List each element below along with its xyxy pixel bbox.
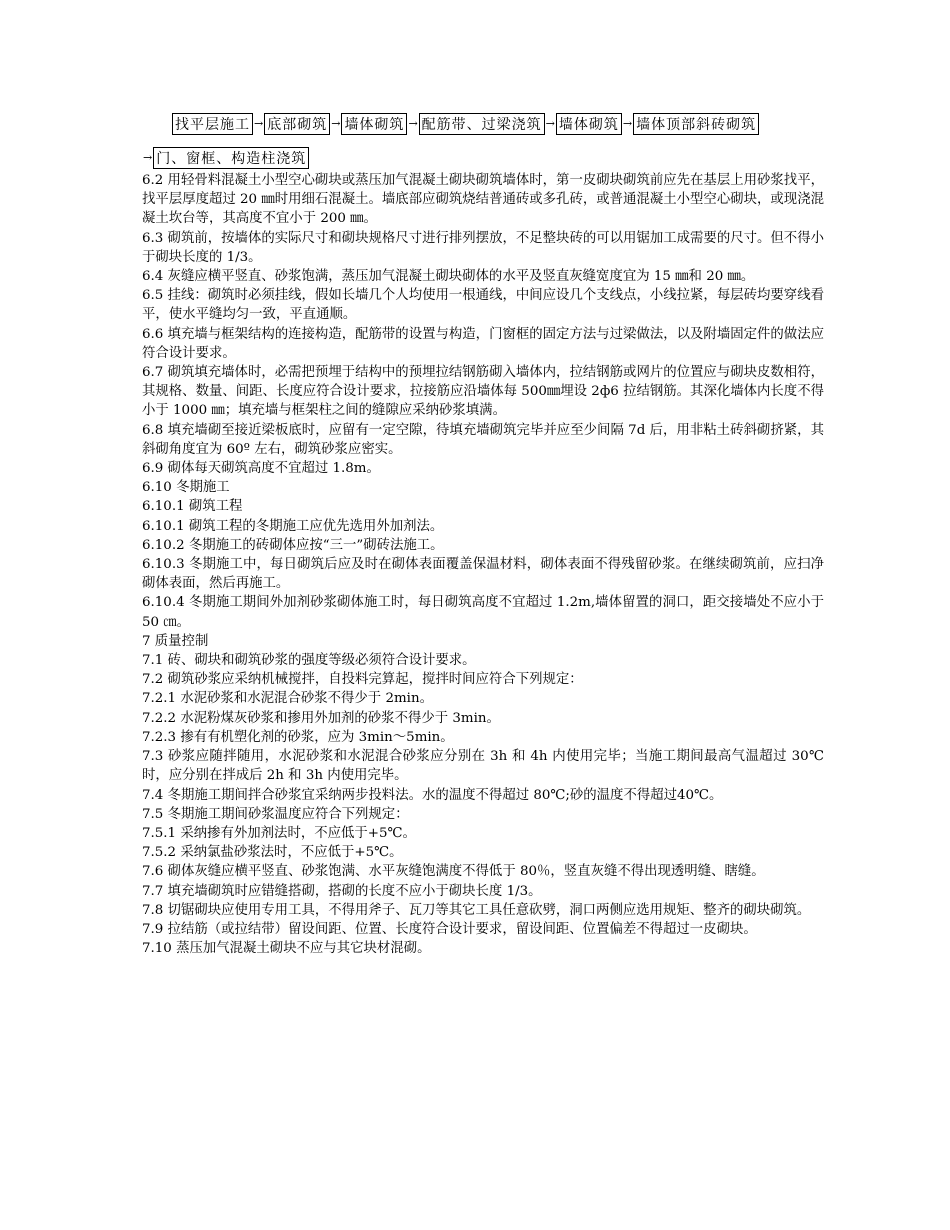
paragraph: 6.10.2 冬期施工的砖砌体应按“三一”砌砖法施工。 bbox=[142, 537, 444, 553]
paragraph: 7.2.3 掺有有机塑化剂的砂浆，应为 3min～5min。 bbox=[142, 729, 454, 745]
paragraph: 6.7 砌筑填充墙体时，必需把预埋于结构中的预埋拉结钢筋砌入墙体内，拉结钢筋或网片的位置应与砌块皮数相符，其规格、数量、间距、长度应符合设计要求，拉接筋应沿墙体每 500㎜埋设 2ф6 拉结钢筋。其深化墙体内长度不得小于 1000 ㎜；填充墙与框架柱之间的缝隙应采纳砂浆填满。 bbox=[142, 365, 824, 419]
paragraph: 7.3 砂浆应随拌随用，水泥砂浆和水泥混合砂浆应分别在 3h 和 4h 内使用完毕；当施工期间最高气温超过 30℃时，应分别在拌成后 2h 和 3h 内使用完毕。 bbox=[142, 749, 824, 784]
paragraph: 7.8 切锯砌块应使用专用工具，不得用斧子、瓦刀等其它工具任意砍劈，洞口两侧应选用规矩、整齐的砌块砌筑。 bbox=[142, 902, 811, 918]
paragraph: 7.2 砌筑砂浆应采纳机械搅拌，自投料完算起，搅拌时间应符合下列规定： bbox=[142, 672, 583, 688]
paragraph: 6.2 用轻骨料混凝土小型空心砌块或蒸压加气混凝土砌块砌筑墙体时，第一皮砌块砌筑前应先在基层上用砂浆找平，找平层厚度超过 20 ㎜时用细石混凝土。墙底部应砌筑烧结普通砖或多孔砖，或普通混凝土小型空心砌块，或现浇混凝土坎台等，其高度不宜小于 200 ㎜。 bbox=[142, 173, 824, 227]
paragraph: 6.9 砌体每天砌筑高度不宜超过 1.8m。 bbox=[142, 461, 380, 477]
flow-step-4: 配筋带、过梁浇筑 bbox=[419, 113, 545, 135]
flow-arrow-icon: → bbox=[143, 151, 153, 164]
flow-arrow-icon: → bbox=[545, 117, 555, 130]
flow-step-2: 底部砌筑 bbox=[264, 113, 330, 135]
paragraph: 7.6 砌体灰缝应横平竖直、砂浆饱满、水平灰缝饱满度不得低于 80％，竖直灰缝不得出现透明缝、瞎缝。 bbox=[142, 864, 765, 880]
flow-arrow-icon: → bbox=[331, 117, 341, 130]
paragraph: 7.7 填充墙砌筑时应错缝搭砌，搭砌的长度不应小于砌块长度 1/3。 bbox=[142, 883, 542, 899]
process-flow-row-2 bbox=[142, 147, 309, 169]
section-heading: 7 质量控制 bbox=[142, 633, 209, 649]
flow-step-7: 门、窗框、构造柱浇筑 bbox=[153, 147, 309, 169]
process-flow-row-1 bbox=[172, 113, 759, 135]
paragraph: 7.5 冬期施工期间砂浆温度应符合下列规定： bbox=[142, 806, 409, 822]
paragraph: 7.2.2 水泥粉煤灰砂浆和掺用外加剂的砂浆不得少于 3min。 bbox=[142, 710, 500, 726]
paragraph: 6.8 填充墙砌至接近梁板底时，应留有一定空隙，待填充墙砌筑完毕并应至少间隔 7d 后，用非粘土砖斜砌挤紧，其斜砌角度宜为 60º 左右，砌筑砂浆应密实。 bbox=[142, 422, 824, 457]
flow-step-6: 墙体顶部斜砖砌筑 bbox=[633, 113, 759, 135]
paragraph: 6.10.1 砌筑工程的冬期施工应优先选用外加剂法。 bbox=[142, 518, 444, 534]
flow-step-1: 找平层施工 bbox=[172, 113, 253, 135]
paragraph: 6.10.3 冬期施工中，每日砌筑后应及时在砌体表面覆盖保温材料，砌体表面不得残留砂浆。在继续砌筑前，应扫净砌体表面，然后再施工。 bbox=[142, 557, 824, 592]
paragraph: 6.10.4 冬期施工期间外加剂砂浆砌体施工时，每日砌筑高度不宜超过 1.2m,墙体留置的洞口，距交接墙处不应小于 50 ㎝。 bbox=[142, 595, 824, 630]
subsection-heading: 6.10.1 砌筑工程 bbox=[142, 499, 243, 515]
paragraph: 7.2.1 水泥砂浆和水泥混合砂浆不得少于 2min。 bbox=[142, 691, 433, 707]
paragraph: 7.5.1 采纳掺有外加剂法时，不应低于+5℃。 bbox=[142, 825, 416, 841]
paragraph: 7.1 砖、砌块和砌筑砂浆的强度等级必须符合设计要求。 bbox=[142, 653, 476, 669]
paragraph: 6.5 挂线：砌筑时必须挂线，假如长墙几个人均使用一根通线，中间应设几个支线点，小线拉紧，每层砖均要穿线看平，使水平缝均匀一致，平直通顺。 bbox=[142, 288, 824, 323]
section-heading: 6.10 冬期施工 bbox=[142, 480, 230, 496]
document-body bbox=[142, 171, 824, 958]
paragraph: 7.10 蒸压加气混凝土砌块不应与其它块材混砌。 bbox=[142, 941, 431, 957]
flow-arrow-icon: → bbox=[408, 117, 418, 130]
paragraph: 7.4 冬期施工期间拌合砂浆宜采纳两步投料法。水的温度不得超过 80℃;砂的温度不得超过40℃。 bbox=[142, 787, 723, 803]
paragraph: 7.5.2 采纳氯盐砂浆法时，不应低于+5℃。 bbox=[142, 845, 403, 861]
flow-arrow-icon: → bbox=[622, 117, 633, 130]
flow-step-5: 墙体砌筑 bbox=[556, 113, 622, 135]
paragraph: 6.4 灰缝应横平竖直、砂浆饱满，蒸压加气混凝土砌块砌体的水平及竖直灰缝宽度宜为 15 ㎜和 20 ㎜。 bbox=[142, 269, 755, 285]
flow-step-3: 墙体砌筑 bbox=[341, 113, 407, 135]
paragraph: 6.6 填充墙与框架结构的连接构造，配筋带的设置与构造，门窗框的固定方法与过梁做法，以及附墙固定件的做法应符合设计要求。 bbox=[142, 326, 824, 361]
flow-arrow-icon: → bbox=[254, 117, 264, 130]
paragraph: 6.3 砌筑前，按墙体的实际尺寸和砌块规格尺寸进行排列摆放，不足整块砖的可以用锯加工成需要的尺寸。但不得小于砌块长度的 1/3。 bbox=[142, 230, 824, 265]
paragraph: 7.9 拉结筋（或拉结带）留设间距、位置、长度符合设计要求，留设间距、位置偏差不得超过一皮砌块。 bbox=[142, 921, 757, 937]
